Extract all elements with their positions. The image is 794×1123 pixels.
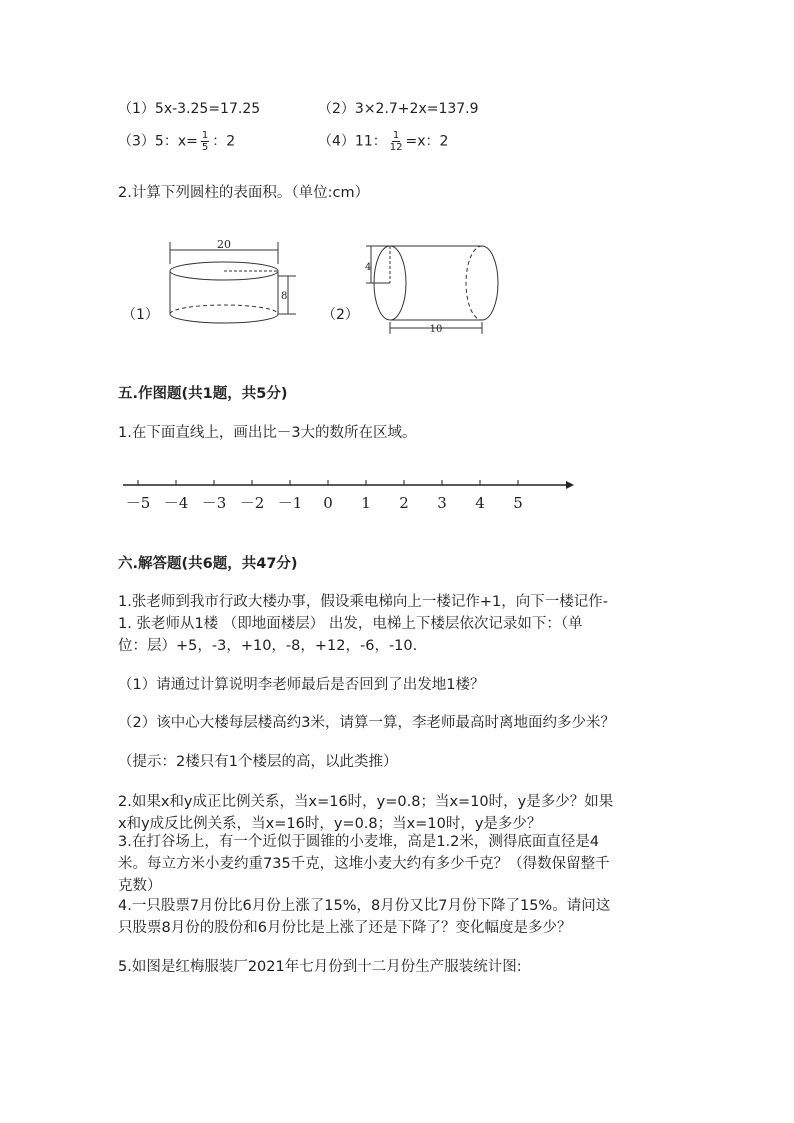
cylinder-right-front: [482, 246, 498, 320]
number-line-label: 2: [399, 494, 409, 512]
fraction-denominator: 5: [201, 142, 209, 153]
arrow-icon: [566, 481, 574, 489]
problem-3-line-1: 3.在打谷场上，有一个近似于圆锥的小麦堆，高是1.2米，测得底面直径是4: [118, 834, 600, 850]
cylinder-bottom-back: [170, 305, 278, 314]
cylinder-1-label: （1）: [122, 307, 159, 323]
problem-1-sub-1: （1）请通过计算说明李老师最后是否回到了出发地1楼？: [118, 677, 485, 693]
number-line-label: －3: [201, 494, 227, 512]
equation-3-suffix: ：2: [212, 133, 236, 150]
equation-2: （2）3×2.7+2x=137.9: [318, 101, 479, 117]
problem-1-line-2: 1. 张老师从1楼 （即地面楼层） 出发，电梯上下楼层依次记录如下：（单: [118, 616, 583, 632]
section-5-heading: 五.作图题(共1题，共5分): [118, 386, 288, 402]
number-line-label: 0: [323, 494, 333, 512]
number-line-label: －5: [125, 494, 151, 512]
problem-1-hint: （提示：2楼只有1个楼层的高，以此类推）: [118, 754, 398, 770]
number-line-label: 3: [437, 494, 447, 512]
problem-1-line-1: 1.张老师到我市行政大楼办事，假设乘电梯向上一楼记作+1，向下一楼记作-: [118, 594, 608, 610]
problem-2-line-1: 2.如果x和y成正比例关系，当x=16时，y=0.8；当x=10时，y是多少？如果: [118, 794, 614, 810]
length-label: 10: [429, 324, 443, 335]
problem-1-line-3: 位：层）+5，-3，+10，-8，+12，-6，-10.: [118, 638, 418, 654]
number-line: [118, 472, 578, 518]
fraction-numerator: 1: [392, 130, 400, 141]
equation-4: [318, 130, 448, 153]
equation-4-suffix: =x：2: [405, 133, 449, 150]
problem-3-line-3: 克数）: [118, 878, 162, 894]
fraction-numerator: 1: [201, 130, 209, 141]
equation-3-prefix: （3）5：x=: [118, 133, 198, 150]
problem-2-line-2: x和y成反比例关系，当x=16时，y=0.8；当x=10时，y是多少？: [118, 816, 542, 832]
problem-1-sub-2: （2）该中心大楼每层楼高约3米，请算一算，李老师最高时离地面约多少米？: [118, 715, 615, 731]
fraction: [390, 130, 403, 153]
question-2-title: 2.计算下列圆柱的表面积。（单位:cm）: [118, 185, 370, 201]
cylinder-2-label: （2）: [322, 307, 359, 323]
height-label: 8: [281, 291, 288, 302]
diameter-label: 20: [217, 238, 231, 251]
section-5-question-1: 1.在下面直线上，画出比－3大的数所在区域。: [118, 425, 417, 441]
problem-3-line-2: 米。每立方米小麦约重735千克，这堆小麦大约有多少千克？（得数保留整千: [118, 856, 610, 872]
problem-4-line-1: 4.一只股票7月份比6月份上涨了15%，8月份又比7月份下降了15%。请问这: [118, 898, 611, 914]
equation-3: [118, 130, 235, 153]
number-line-label: 4: [475, 494, 485, 512]
number-line-label: 1: [361, 494, 371, 512]
cylinder-right-back: [466, 246, 482, 320]
problem-4-line-2: 只股票8月份的股份和6月份比是上涨了还是下降了？变化幅度是多少？: [118, 920, 572, 936]
equation-1: （1）5x-3.25=17.25: [118, 101, 261, 117]
fraction-denominator: 12: [389, 142, 403, 153]
cylinder-2-diagram: [362, 238, 502, 338]
number-line-label: 5: [513, 494, 523, 512]
number-line-label: －1: [277, 494, 303, 512]
number-line-label: －4: [163, 494, 189, 512]
section-6-heading: 六.解答题(共6题，共47分): [118, 556, 298, 572]
problem-5-line-1: 5.如图是红梅服装厂2021年七月份到十二月份生产服装统计图:: [118, 959, 522, 975]
cylinder-1-diagram: [160, 236, 310, 336]
radius-label: 4: [365, 262, 372, 273]
fraction: [201, 130, 209, 153]
number-line-label: －2: [239, 494, 265, 512]
equation-4-prefix: （4）11：: [318, 133, 387, 150]
cylinder-bottom-front: [170, 314, 278, 323]
